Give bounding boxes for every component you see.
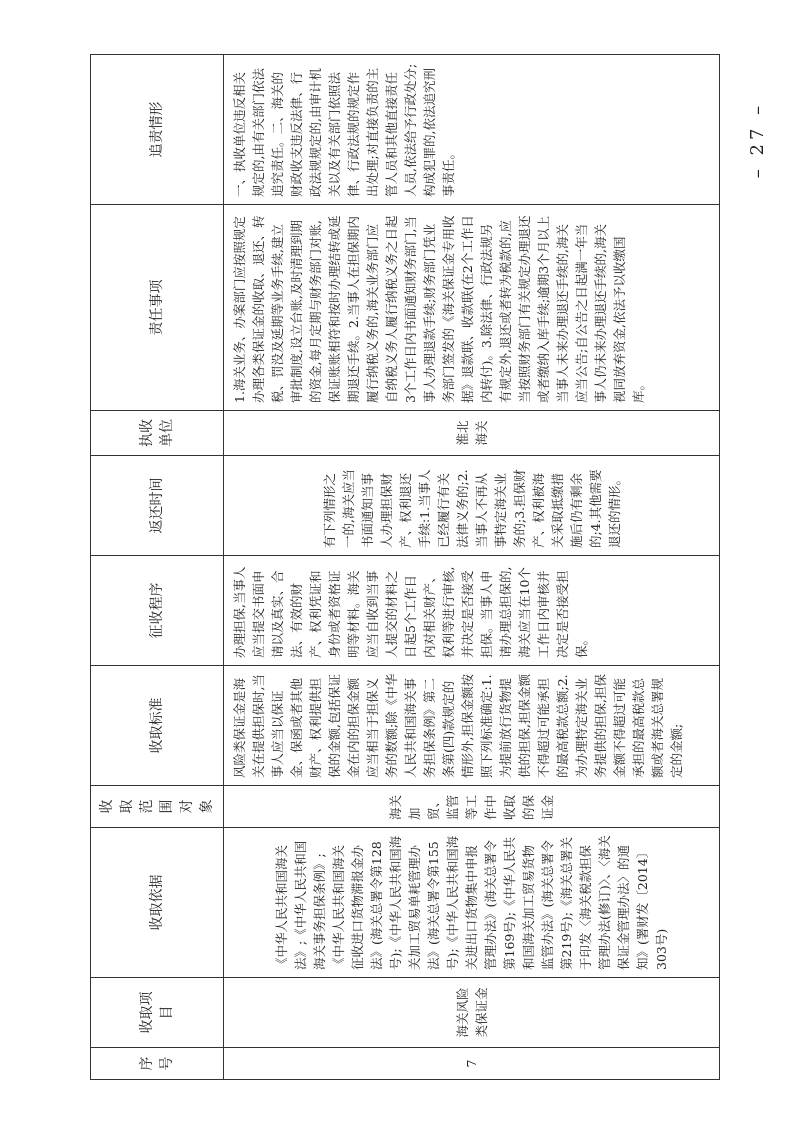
cell-item: 海关风险类保证金 (224, 978, 720, 1048)
header-procedure: 征收程序 (91, 556, 224, 666)
page-number (747, 101, 793, 185)
rotated-table-container (90, 55, 720, 1080)
cell-basis: 《中华人民共和国海关法》;《中华人民共和国海关事务担保条例》;《中华人民共和国海关征收进口货物滞报金办法》(海关总署令第128号);《中华人民共和国海关加工贸易单耗管理办法》(海关总署令第155号);《中华人民共和国海关进出口货物集中申报管理办法》(海关总署令第169号);《中华人民共和国海关加工贸易货物监管办法》(海关总署令第219号);《海关总署关于印发〈海关税款担保管理办法(修订)〉、〈海关保证金管理办法〉的通知》(署财发〔2014〕303号) (224, 828, 720, 978)
header-unit: 执收单位 (91, 411, 224, 456)
header-responsibility: 责任事项 (91, 205, 224, 411)
header-scope: 收取范围对象 (91, 786, 224, 828)
fee-table (90, 54, 720, 1080)
header-row (91, 55, 224, 1080)
header-item: 收取项目 (91, 978, 224, 1048)
page-number-text: – 27 – (747, 101, 768, 179)
cell-responsibility: 1.海关业务、办案部门应按照规定办理各类保证金的收取、退还、转税、罚没及延期等业务手续,建立审批制度,设立台账,及时清理到期的资金,每月定期与财务部门对账,保证账账相符和按时办理结转或延期退还手续。2.当事人在担保期内履行纳税义务的,海关业务部门应自纳税义务人履行纳税义务之日起3个工作日内书面通知财务部门,当事人办理退款手续;财务部门凭业务部门签发的《海关保证金专用收据》退款联、收款联(在2个工作日内转付)。3.除法律、行政法规另有规定外,退还或者转为税款的,应当按照财务部门有关规定办理退还或者缴纳入库手续;逾期3个月以上当事人未来办理退还手续的,海关应当公告;自公告之日起满一年当事人仍未来办理退还手续的,海关视同放弃资金,依法予以收缴国库。 (224, 205, 720, 411)
cell-return-time: 有下列情形之一的,海关应当书面通知当事人办理担保财产、权利退还手续:1.当事人已经履行有关法律义务的;2.当事人不再从事特定海关业务的;3.担保财产、权利被海关采取抵缴措施后仍有剩余的;4.其他需要退还的情形。 (224, 456, 720, 556)
header-standard: 收取标准 (91, 666, 224, 786)
cell-unit: 淮北海关 (224, 411, 720, 456)
cell-scope: 海关加贸、监管等工作中收取的保证金 (224, 786, 720, 828)
header-accountability: 追责情形 (91, 55, 224, 205)
header-seq: 序号 (91, 1048, 224, 1080)
header-return-time: 返还时间 (91, 456, 224, 556)
cell-accountability: 一、执收单位违反相关规定的,由有关部门依法追究责任。二、海关的财政收支违反法律、行政法规规定的,由审计机关以及有关部门依照法律、行政法规的规定作出处理;对直接负责的主管人员和其他直接责任人员,依法给予行政处分;构成犯罪的,依法追究刑事责任。 (224, 55, 720, 205)
table-row (224, 55, 720, 1080)
cell-seq: 7 (224, 1048, 720, 1080)
cell-procedure: 办理担保,当事人应当提交书面申请以及真实、合法、有效的财产、权利凭证和身份或者资格证明等材料。海关应当自收到当事人提交的材料之日起5个工作日内对相关财产、权利等进行审核,并决定是否接受担保。当事人申请办理总担保的,海关应当在10个工作日内审核并决定是否接受担保。 (224, 556, 720, 666)
cell-standard: 风险类保证金是海关在提供担保时,当事人应当以保证金、保函或者其他财产、权利提供担保的金额,包括保证金在内的担保金额应当相当于担保义务的数额;除《中华人民共和国海关事务担保条例》第二条第(四)款规定的情形外,担保金额按照下列标准确定:1.为提前放行货物提供的担保,担保金额不得超过可能承担的最高税款总额;2.为办理特定海关业务提供的担保,担保金额不得超过可能承担的最高税款总额或者海关总署规定的金额; (224, 666, 720, 786)
header-basis: 收取依据 (91, 828, 224, 978)
